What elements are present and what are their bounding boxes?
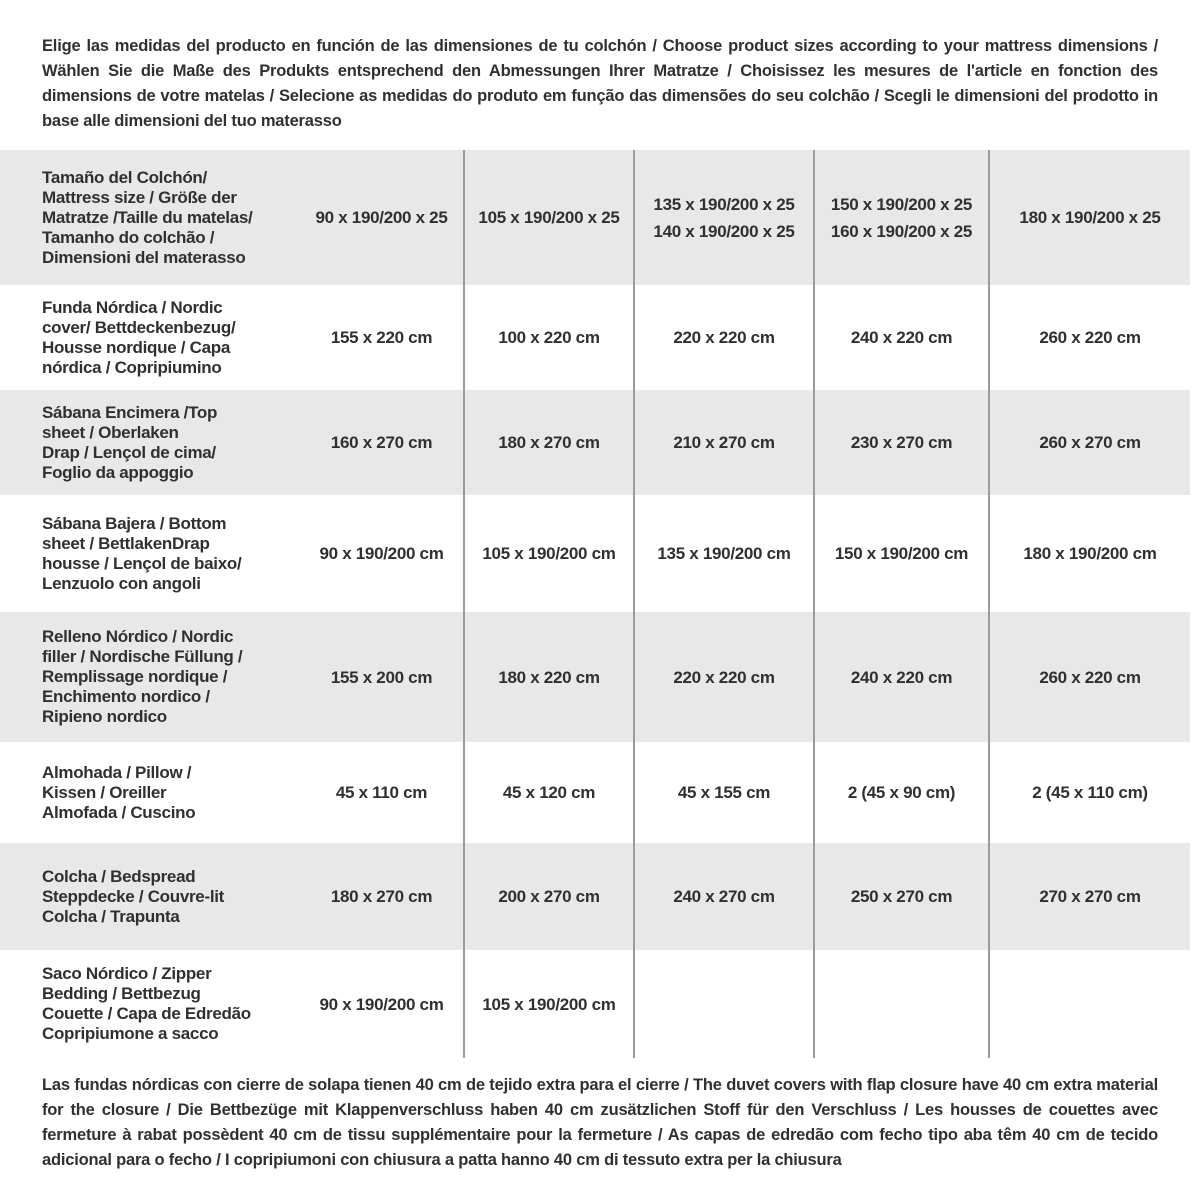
size-value: 260 x 220 cm [1039, 667, 1141, 687]
size-value: 135 x 190/200 cm [635, 495, 815, 612]
table-row [0, 285, 1190, 390]
size-value: 260 x 220 cm [1039, 328, 1141, 347]
size-value: 105 x 190/200 x 25 [465, 150, 635, 285]
row-label: Sábana Encimera /Top sheet / Oberlaken Drap / Lençol de cima/ Foglio da appoggio [42, 402, 218, 482]
size-value: 45 x 155 cm [635, 742, 815, 843]
size-value: 270 x 270 cm [1039, 887, 1141, 906]
table-row [0, 843, 1190, 950]
table-row [0, 495, 1190, 612]
size-value: 220 x 220 cm [635, 612, 815, 742]
size-value: 45 x 120 cm [465, 742, 635, 843]
size-value: 220 x 220 cm [635, 285, 815, 390]
size-value: 160 x 270 cm [300, 390, 465, 495]
row-label: Funda Nórdica / Nordic cover/ Bettdeckenbezug/ Housse nordique / Capa nórdica / Copripiumino [42, 297, 236, 377]
size-value: 90 x 190/200 cm [300, 495, 465, 612]
size-value: 240 x 220 cm [815, 285, 990, 390]
size-value: 155 x 220 cm [300, 285, 465, 390]
size-value: 135 x 190/200 x 25 140 x 190/200 x 25 [635, 150, 815, 285]
size-value: 2 (45 x 110 cm) [1032, 783, 1148, 802]
size-value [635, 950, 815, 1058]
table-row [0, 390, 1190, 495]
row-label: Sábana Bajera / Bottom sheet / BettlakenDrap housse / Lençol de baixo/ Lenzuolo con angoli [42, 513, 242, 593]
size-value: 155 x 200 cm [300, 612, 465, 742]
size-value: 240 x 220 cm [815, 612, 990, 742]
size-value [815, 950, 990, 1058]
size-value: 240 x 270 cm [635, 843, 815, 950]
row-label: Relleno Nórdico / Nordic filler / Nordische Füllung / Remplissage nordique / Enchimento nordico / Ripieno nordico [42, 627, 243, 726]
size-table [0, 150, 1190, 1058]
size-value: 260 x 270 cm [1039, 433, 1141, 452]
size-value: 250 x 270 cm [815, 843, 990, 950]
size-value: 230 x 270 cm [815, 390, 990, 495]
row-label: Almohada / Pillow / Kissen / Oreiller Almofada / Cuscino [42, 762, 196, 822]
size-value: 210 x 270 cm [635, 390, 815, 495]
size-value: 180 x 220 cm [465, 612, 635, 742]
size-value: 180 x 190/200 cm [1023, 544, 1157, 563]
size-value: 105 x 190/200 cm [465, 495, 635, 612]
size-value: 180 x 270 cm [300, 843, 465, 950]
table-row [0, 612, 1190, 742]
size-value: 150 x 190/200 cm [815, 495, 990, 612]
size-value: 180 x 190/200 x 25 [1019, 208, 1161, 227]
size-value: 2 (45 x 90 cm) [815, 742, 990, 843]
size-value: 200 x 270 cm [465, 843, 635, 950]
size-value: 90 x 190/200 x 25 [300, 150, 465, 285]
row-label: Saco Nórdico / Zipper Bedding / Bettbezug Couette / Capa de Edredão Copripiumone a sacco [42, 964, 251, 1043]
size-value: 105 x 190/200 cm [465, 950, 635, 1058]
footer-note: Las fundas nórdicas con cierre de solapa tienen 40 cm de tejido extra para el cierre / The duvet covers with flap closure have 40 cm extra material for the closure / Die Bettbezüge mit Klappenverschluss haben 40 cm zusätzlichen Stoff für den Verschluss / Les housses de couettes avec fermeture à rabat possèdent 40 cm de tissu supplémentaire pour la fermeture / As capas de edredão com fecho tipo aba têm 40 cm de tecido adicional para o fecho / I copripiumoni con chiusura a patta hanno 40 cm di tessuto extra per la chiusura [42, 1076, 1158, 1169]
row-label: Tamaño del Colchón/ Mattress size / Größe der Matratze /Taille du matelas/ Tamanho do colchão / Dimensioni del materasso [42, 167, 253, 267]
intro-text: Elige las medidas del producto en función de las dimensiones de tu colchón / Choose product sizes according to your mattress dimensions / Wählen Sie die Maße des Produkts entsprechend den Abmessungen Ihrer Matratze / Choisissez les mesures de l'article en fonction des dimensions de votre matelas / Selecione as medidas do produto em função das dimensões do seu colchão / Scegli le dimensioni del prodotto in base alle dimensioni del tuo materasso [42, 37, 1158, 130]
table-row [0, 742, 1190, 843]
size-value: 150 x 190/200 x 25 160 x 190/200 x 25 [815, 150, 990, 285]
table-row [0, 150, 1190, 285]
row-label: Colcha / Bedspread Steppdecke / Couvre-lit Colcha / Trapunta [42, 866, 225, 926]
size-value: 180 x 270 cm [465, 390, 635, 495]
size-value: 100 x 220 cm [465, 285, 635, 390]
size-value: 90 x 190/200 cm [300, 950, 465, 1058]
size-value: 45 x 110 cm [300, 742, 465, 843]
table-row [0, 950, 1190, 1058]
size-value [990, 950, 1190, 1058]
